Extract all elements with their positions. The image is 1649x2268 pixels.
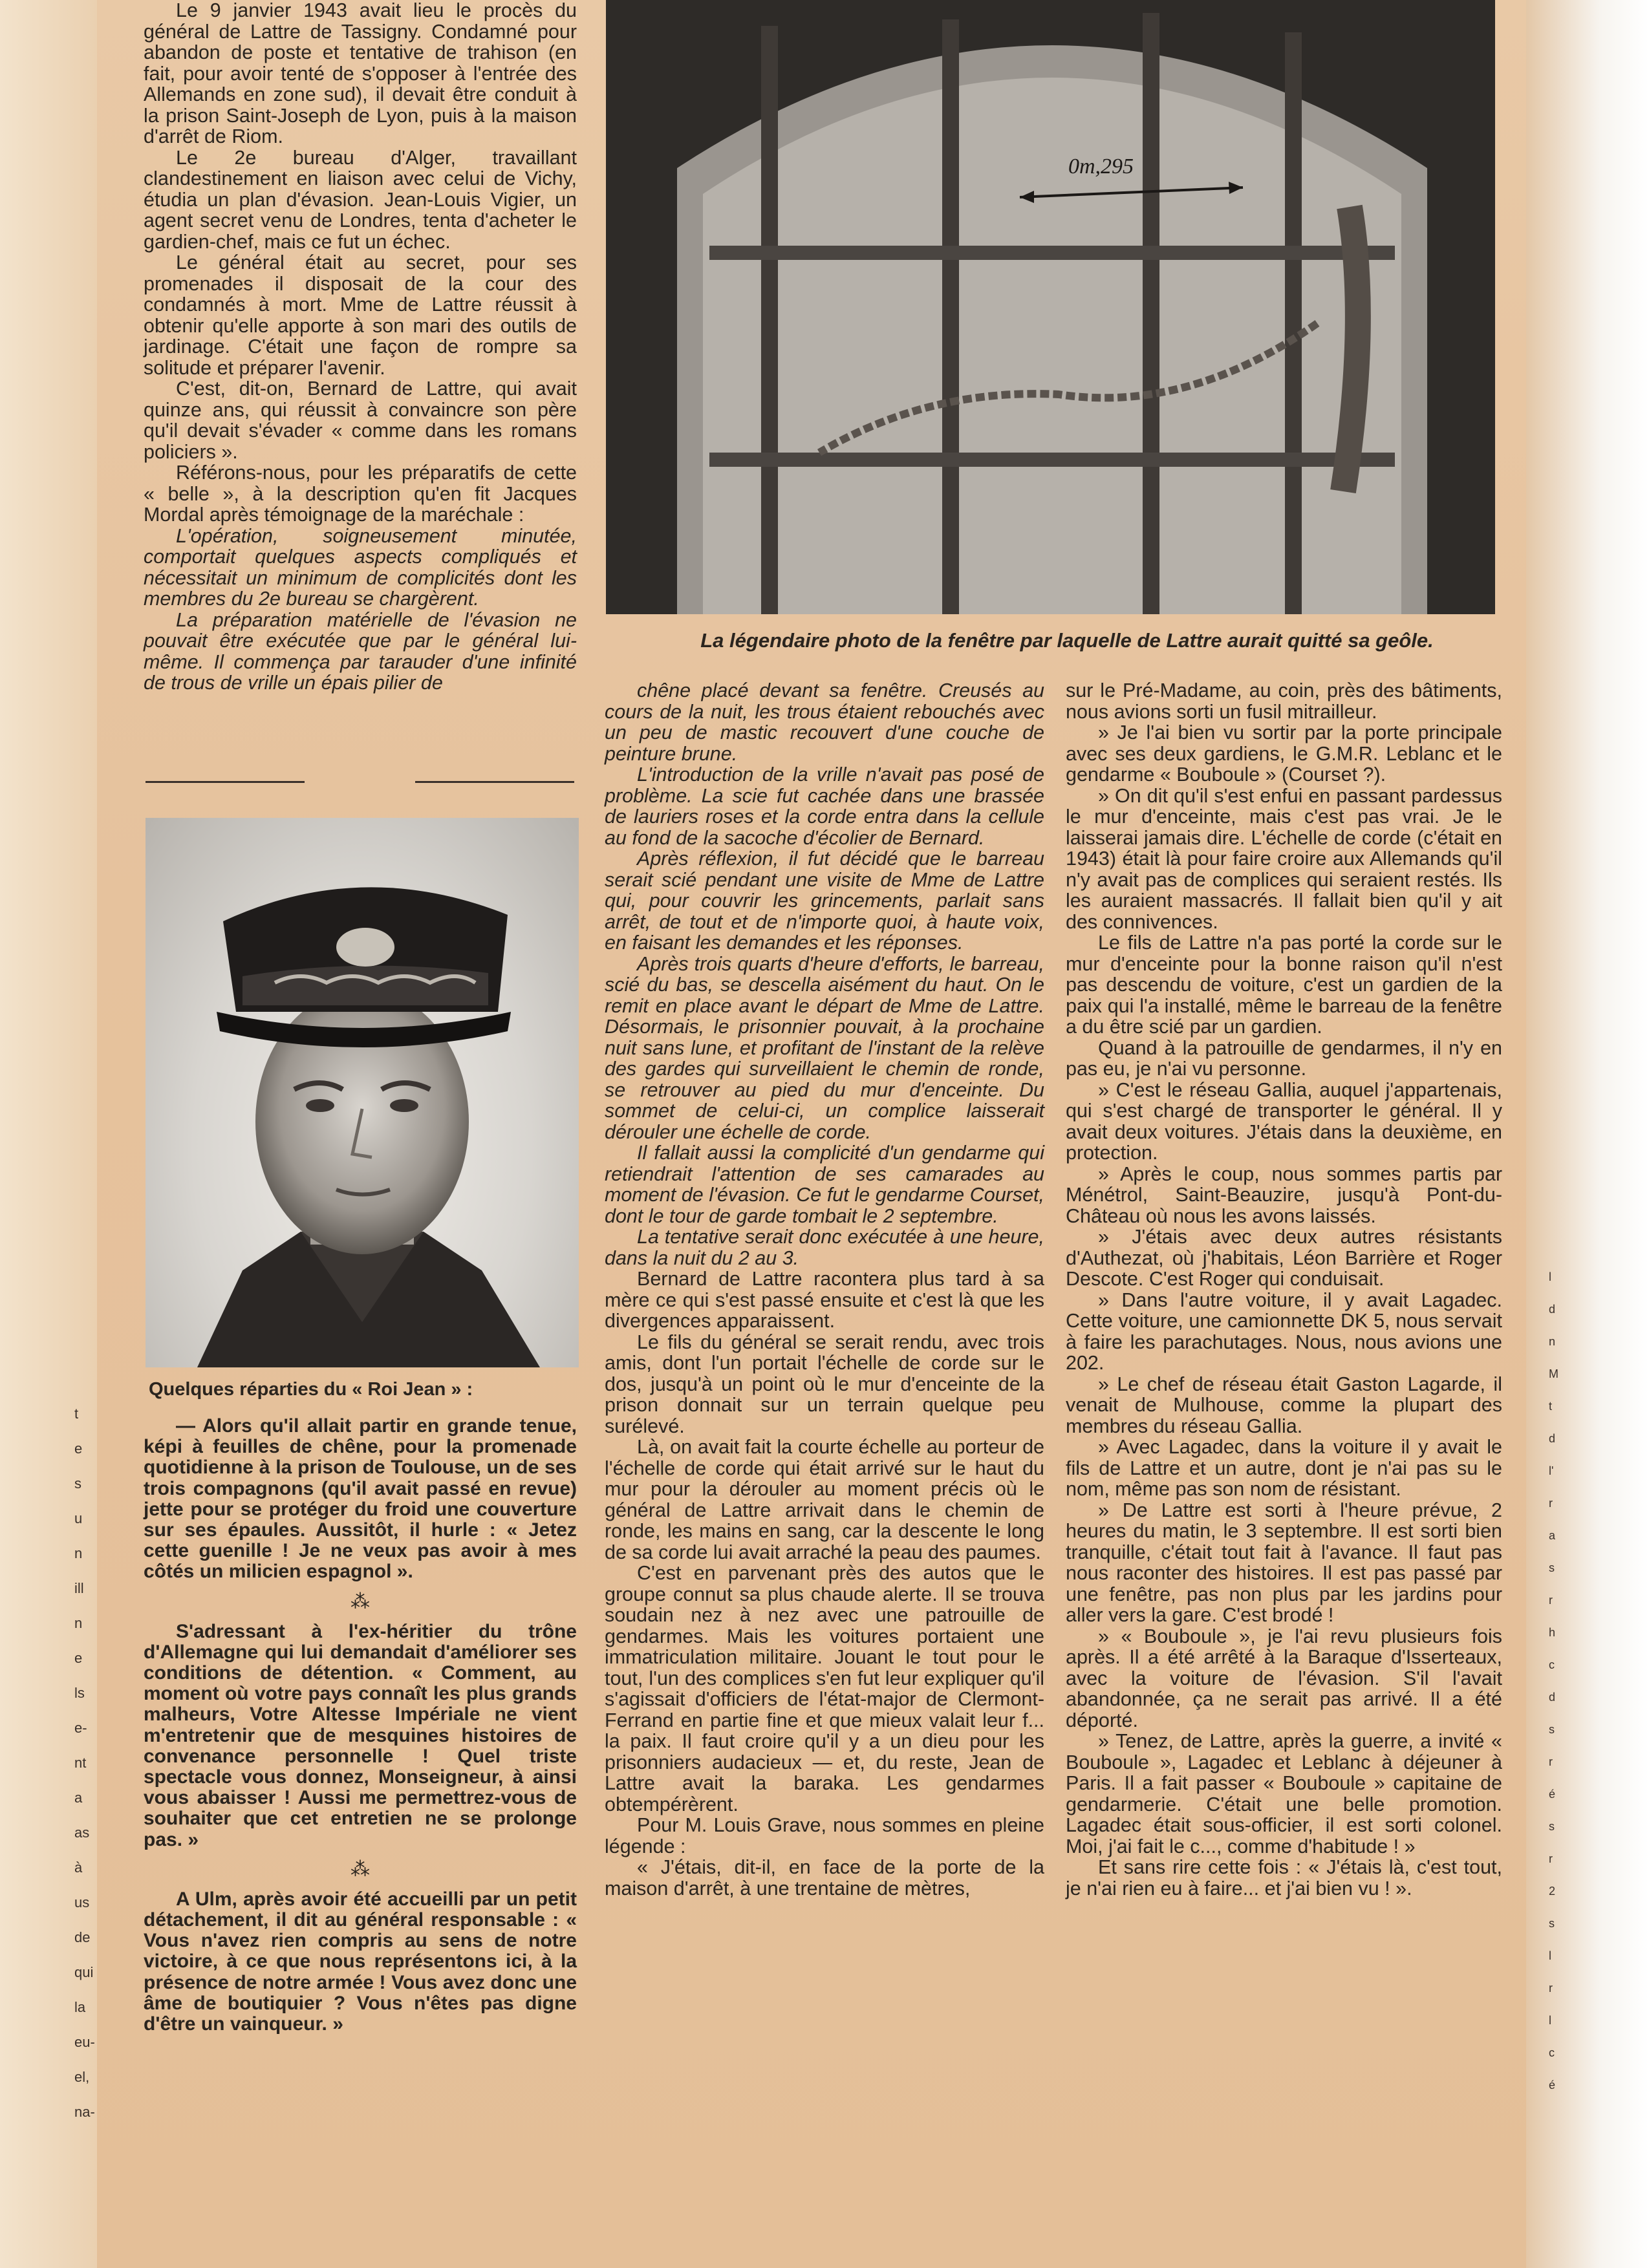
- paragraph: » On dit qu'il s'est enfui en passant pardessus le mur d'enceinte, mais c'est pas vrai. Je le laisserai jamais dire. L'échelle de corde (c'était en 1943) était là pour faire croire aux Allemands qu'il n'y avait pas de complices qui seraient restés. Ils les auraient massacrés. Il fallait bien qu'il y ait des connivences.: [1066, 784, 1502, 933]
- paragraph: » « Bouboule », je l'ai revu plusieurs fois après. Il a été arrêté à la Baraque d'Isserteaux, avec la voiture de l'évasion. S'il l'avait abandonnée, ça ne serait pas arrivé. Il a été déporté.: [1066, 1625, 1502, 1731]
- paragraph: Après trois quarts d'heure d'efforts, le barreau, scié du bas, se descella aisément du haut. On le remit en place avant le départ de Mme de Lattre. Désormais, le prisonnier pouvait, à la prochaine nuit sans lune, et profitant de l'instant de la relève des gardes qui surveillaient le chemin de ronde, se retrouver au pied du mur d'enceinte. Du sommet de celui-ci, un complice laisserait dérouler une échelle de corde.: [605, 952, 1044, 1143]
- margin-fragment: l: [1549, 2014, 1551, 2027]
- margin-fragment: n: [1549, 1335, 1556, 1348]
- left-margin-fragments: [74, 1396, 100, 2130]
- paragraph: C'est, dit-on, Bernard de Lattre, qui avait quinze ans, qui réussit à convaincre son père qu'il devait s'évader « comme dans les romans policiers ».: [144, 378, 577, 463]
- margin-fragment: s: [1549, 1723, 1555, 1736]
- margin-fragment: c: [1549, 2046, 1555, 2059]
- margin-fragment: M: [1549, 1367, 1558, 1380]
- margin-fragment: n: [74, 1545, 83, 1561]
- section-rule: [146, 781, 305, 783]
- margin-fragment: a: [74, 1790, 83, 1806]
- paragraph: Le 2e bureau d'Alger, travaillant clandestinement en liaison avec celui de Vichy, étudia un plan d'évasion. Jean-Louis Vigier, un agent secret venu de Londres, tenta d'acheter le gardien-chef, mais ce fut un échec.: [144, 146, 577, 253]
- paragraph: Le fils de Lattre n'a pas porté la corde sur le mur d'enceinte pour la bonne raison qu'il n'est pas descendu de voiture, c'est un gardien de la paix qui l'a installé, même le barreau de la fenêtre a du être scié par un gardien.: [1066, 932, 1502, 1038]
- paragraph: Après réflexion, il fut décidé que le barreau serait scié pendant une visite de Mme de Lattre qui, pour couvrir les grincements, parlait sans arrêt, de tout et de n'importe quoi, à haute voix, en faisant les demandes et les réponses.: [605, 848, 1044, 954]
- margin-fragment: c: [1549, 1658, 1555, 1671]
- paragraph: » C'est le réseau Gallia, auquel j'appartenais, qui s'est chargé de transporter le général. Il y avait deux voitures. J'étais dans la deuxième, en protection.: [1066, 1078, 1502, 1164]
- paragraph: » Je l'ai bien vu sortir par la porte principale avec ses deux gardiens, le G.M.R. Leblanc et le gendarme « Bouboule » (Courset ?).: [1066, 722, 1502, 786]
- paragraph: Et sans rire cette fois : « J'étais là, c'est tout, je n'ai rien eu à faire... et j'ai bien vu ! ».: [1066, 1856, 1502, 1899]
- margin-fragment: l: [1549, 1270, 1551, 1283]
- margin-fragment: r: [1549, 1497, 1553, 1510]
- paragraph: Le général était au secret, pour ses promenades il disposait de la cour des condamnés à mort. Mme de Lattre réussit à obtenir qu'elle apporte à son mari des outils de jardinage. C'était une façon de rompre sa solitude et préparer l'avenir.: [144, 251, 577, 379]
- margin-fragment: r: [1549, 1852, 1553, 1865]
- margin-fragment: as: [74, 1824, 90, 1841]
- paragraph: chêne placé devant sa fenêtre. Creusés au cours de la nuit, les trous étaient rebouchés avec un peu de mastic recouvert d'une couche de peinture brune.: [605, 679, 1044, 765]
- paragraph: A Ulm, après avoir été accueilli par un petit détachement, il dit au général responsable : « Vous n'avez rien compris au sens de notre victoire, à ce que nous représentons ici, à la présence de notre armée ! Vous avez donc une âme de boutiquier ? Vous n'êtes pas digne d'être un vainqueur. »: [144, 1888, 577, 2035]
- margin-fragment: t: [74, 1406, 79, 1422]
- margin-fragment: d: [1549, 1303, 1556, 1316]
- paragraph: Il fallait aussi la complicité d'un gendarme qui retiendrait l'attention de ses camarades au moment de l'évasion. Ce fut le gendarme Courset, dont le tour de garde tombait le 2 septembre.: [605, 1142, 1044, 1227]
- margin-fragment: qui: [74, 1964, 94, 1980]
- margin-fragment: r: [1549, 1594, 1553, 1607]
- margin-fragment: r: [1549, 1755, 1553, 1768]
- margin-fragment: é: [1549, 1788, 1556, 1801]
- margin-fragment: e: [74, 1440, 83, 1457]
- margin-fragment: s: [1549, 1820, 1555, 1833]
- margin-fragment: é: [1549, 2079, 1556, 2091]
- margin-fragment: r: [1549, 1982, 1553, 1995]
- margin-fragment: 2: [1549, 1885, 1556, 1898]
- paragraph: sur le Pré-Madame, au coin, près des bâtiments, nous avions sorti un fusil mitrailleur.: [1066, 679, 1502, 723]
- scan-background: [1526, 0, 1649, 2268]
- paragraph: ⁂: [350, 1858, 370, 1880]
- paragraph: Quand à la patrouille de gendarmes, il n'y en pas eu, je n'ai vu personne.: [1066, 1036, 1502, 1080]
- margin-fragment: t: [1549, 1400, 1553, 1413]
- paragraph: « J'étais, dit-il, en face de la porte de la maison d'arrêt, à une trentaine de mètres,: [605, 1856, 1044, 1899]
- paragraph: » Après le coup, nous sommes partis par Ménétrol, Saint-Beauzire, jusqu'à Pont-du-Château où nous les avons laissés.: [1066, 1162, 1502, 1227]
- margin-fragment: a: [1549, 1529, 1556, 1542]
- paragraph: S'adressant à l'ex-héritier du trône d'Allemagne qui lui demandait d'améliorer ses conditions de détention. « Comment, au moment où votre pays connaît les plus grands malheurs, Votre Altesse Impériale ne vient m'entretenir que de mesquines histoires de convenance personnelle ! Quel triste spectacle vous donnez, Monseigneur, à ainsi vous abaisser ! Aussi me permettrez-vous de souhaiter que cet entretien ne se prolonge pas. »: [144, 1620, 577, 1850]
- margin-fragment: h: [1549, 1626, 1556, 1639]
- window-photo-caption: La légendaire photo de la fenêtre par laquelle de Lattre aurait quitté sa geôle.: [700, 629, 1434, 652]
- margin-fragment: s: [1549, 1561, 1555, 1574]
- paragraph: Le 9 janvier 1943 avait lieu le procès du général de Lattre de Tassigny. Condamné pour abandon de poste et tentative de trahison (en fait, pour avoir tenté de s'opposer à l'entrée des Allemands en zone sud), il devait être conduit à la prison Saint-Joseph de Lyon, puis à la maison d'arrêt de Riom.: [144, 0, 577, 147]
- paragraph: » Le chef de réseau était Gaston Lagarde, il venait de Mulhouse, comme la plupart des membres du réseau Gallia.: [1066, 1373, 1502, 1437]
- paragraph: » J'étais avec deux autres résistants d'Authezat, où j'habitais, Léon Barrière et Roger Descote. C'est Roger qui conduisait.: [1066, 1226, 1502, 1290]
- margin-fragment: el,: [74, 2069, 90, 2085]
- paragraph: ⁂: [350, 1590, 370, 1612]
- section-rule: [415, 781, 574, 783]
- measurement-label: 0m,295: [1068, 155, 1134, 178]
- paragraph: Bernard de Lattre racontera plus tard à sa mère ce qui s'est passé ensuite et c'est là que les divergences apparaissent.: [605, 1268, 1044, 1332]
- paragraph: Le fils du général se serait rendu, avec trois amis, dont l'un portait l'échelle de corde sur le dos, jusqu'à un point où le mur d'enceinte de la prison donnait sur un terrain quelque peu surélevé.: [605, 1331, 1044, 1437]
- margin-fragment: e-: [74, 1720, 87, 1736]
- article-column-2: [605, 680, 1044, 1899]
- margin-fragment: u: [74, 1510, 83, 1526]
- margin-fragment: de: [74, 1929, 91, 1945]
- margin-fragment: à: [74, 1859, 83, 1876]
- margin-fragment: s: [1549, 1917, 1555, 1930]
- margin-fragment: e: [74, 1650, 83, 1666]
- paragraph: » De Lattre est sorti à l'heure prévue, 2 heures du matin, le 3 septembre. Il est sorti bien tranquille, c'était tout fait à l'avance. Il faut pas nous raconter des histoires. Il est pas passé par une fenêtre, pas non plus par les jardins pour aller vers la gare. C'est brodé !: [1066, 1499, 1502, 1626]
- paragraph: La préparation matérielle de l'évasion ne pouvait être exécutée que par le général lui-même. Il commença par tarauder d'une infinité de trous de vrille un épais pilier de: [144, 608, 577, 694]
- margin-fragment: us: [74, 1894, 90, 1910]
- margin-fragment: na-: [74, 2104, 95, 2120]
- paragraph: Là, on avait fait la courte échelle au porteur de l'échelle de corde qui était arrivé sur le haut du mur pour la dérouler au moment précis où le général de Lattre arrivait dans le chemin de ronde, les mains en sang, car la descente le long de sa corde lui avait arraché la peau des paumes.: [605, 1436, 1044, 1563]
- right-margin-fragments: [1549, 1261, 1568, 2101]
- margin-fragment: d: [1549, 1432, 1556, 1445]
- margin-fragment: ill: [74, 1580, 84, 1596]
- article-column-1: [144, 0, 577, 694]
- paragraph: » Tenez, de Lattre, après la guerre, a invité « Bouboule », Lagadec et Leblanc à déjeuner à Paris. Il a fait passer « Bouboule » capitaine de gendarmerie. C'était une belle promotion. Lagadec était sous-officier, il est sorti colonel. Moi, j'ai fait le c..., comme d'habitude ! »: [1066, 1730, 1502, 1857]
- margin-fragment: la: [74, 1999, 86, 2015]
- paragraph: Pour M. Louis Grave, nous sommes en pleine légende :: [605, 1814, 1044, 1857]
- window-image: [606, 0, 1495, 614]
- paragraph: L'opération, soigneusement minutée, comportait quelques aspects compliqués et nécessitait un minimum de complicités dont les membres du 2e bureau se chargèrent.: [144, 524, 577, 610]
- paragraph: Référons-nous, pour les préparatifs de cette « belle », à la description qu'en fit Jacques Mordal après témoignage de la maréchale :: [144, 462, 577, 526]
- portrait-caption: Quelques réparties du « Roi Jean » :: [149, 1379, 473, 1400]
- paragraph: » Dans l'autre voiture, il y avait Lagadec. Cette voiture, une camionnette DK 5, nous servait à faire les parachutages. Nous, nous avions une 202.: [1066, 1289, 1502, 1374]
- quotes-column: [144, 1416, 577, 2035]
- paragraph: L'introduction de la vrille n'avait pas posé de problème. La scie fut cachée dans une brassée de lauriers roses et la corde entra dans la cellule au fond de la sacoche d'écolier de Bernard.: [605, 764, 1044, 849]
- margin-fragment: l: [1549, 1949, 1551, 1962]
- paragraph: — Alors qu'il allait partir en grande tenue, képi à feuilles de chêne, pour la promenade quotidienne à la prison de Toulouse, un de ses trois compagnons (qu'il avait passé en revue) jette pour se protéger du froid une couverture sur ses épaules. Aussitôt, il hurle : « Jetez cette guenille ! Je ne veux pas avoir à mes côtés un milicien espagnol ».: [144, 1415, 577, 1583]
- article-column-3: [1066, 680, 1502, 1899]
- margin-fragment: l': [1549, 1464, 1554, 1477]
- margin-fragment: ls: [74, 1685, 85, 1701]
- margin-fragment: eu-: [74, 2034, 95, 2050]
- margin-fragment: nt: [74, 1755, 87, 1771]
- paragraph: La tentative serait donc exécutée à une heure, dans la nuit du 2 au 3.: [605, 1226, 1044, 1269]
- margin-fragment: s: [74, 1475, 81, 1492]
- paragraph: » Avec Lagadec, dans la voiture il y avait le fils de Lattre et un autre, dont je n'ai pas su le nom, même pas son nom de résistant.: [1066, 1436, 1502, 1500]
- margin-fragment: d: [1549, 1691, 1556, 1704]
- portrait-photo-de-lattre: [146, 818, 579, 1367]
- window-photo: [606, 0, 1495, 614]
- paragraph: C'est en parvenant près des autos que le groupe connut sa plus chaude alerte. Il se trouva soudain nez à nez avec une patrouille de gendarmes. Mais les voitures portaient une immatriculation militaire. Jouant le tout pour le tout, l'un des complices s'en fut leur expliquer qu'il s'agissait d'officiers de l'état-major de Clermont-Ferrand en partie fine et que mieux valait leur f... la paix. Il faut croire qu'il y a un dieu pour les prisonniers audacieux — et, du reste, Jean de Lattre avait la baraka. Les gendarmes obtempérèrent.: [605, 1562, 1044, 1815]
- portrait-image: [146, 818, 579, 1367]
- margin-fragment: n: [74, 1615, 83, 1631]
